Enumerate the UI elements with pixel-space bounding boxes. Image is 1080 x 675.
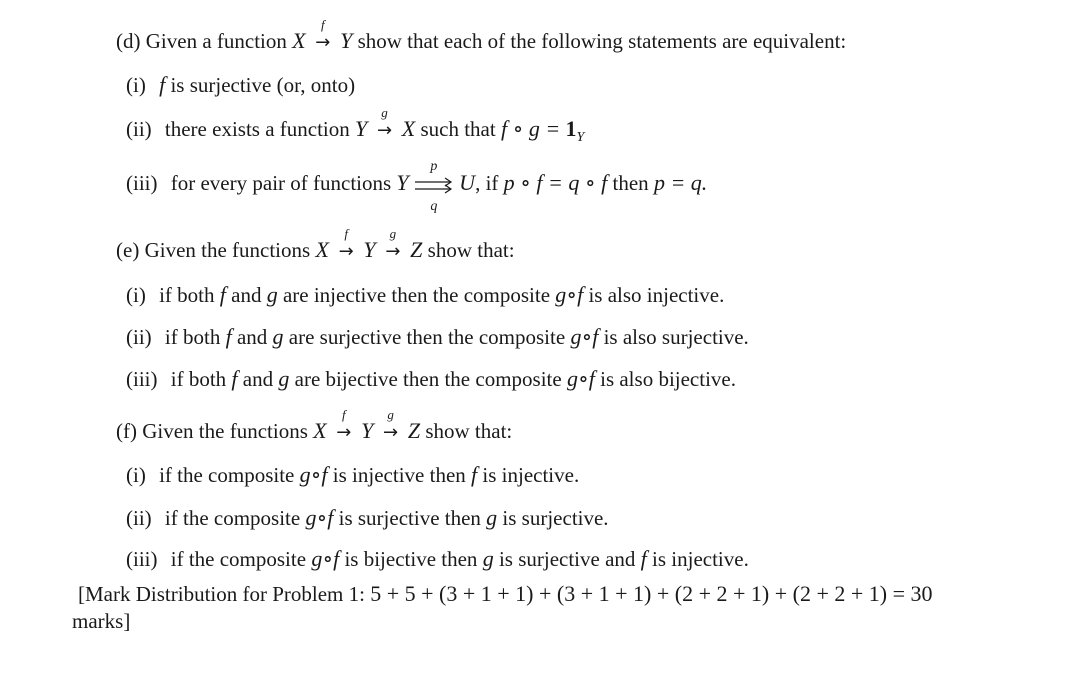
math-equation: f ∘ g = [500, 116, 561, 141]
arrow-g: g → [385, 226, 401, 262]
item-number: (iii) [126, 367, 158, 391]
item-text: is also surjective. [603, 325, 749, 349]
item-text: if the composite [170, 547, 307, 571]
part-e-item-iii [126, 367, 736, 391]
math-f: f [225, 324, 232, 349]
part-d-outro: show that each of the following statements are equivalent: [357, 29, 847, 53]
item-text: is also bijective. [600, 367, 736, 391]
arrow-f: f → [336, 407, 352, 443]
item-number: (iii) [126, 171, 158, 195]
item-text: if the composite [159, 463, 295, 487]
math-composite: g∘f [570, 324, 599, 349]
math-Y: Y [363, 237, 376, 262]
item-text: is injective. [652, 547, 749, 571]
part-f-item-i [126, 463, 579, 487]
math-g: g [272, 324, 284, 349]
item-text: is surjective then [338, 506, 481, 530]
item-number: (ii) [126, 506, 152, 530]
math-Z: Z [410, 237, 423, 262]
item-number: (i) [126, 463, 146, 487]
math-f: f [159, 72, 166, 97]
part-f-item-ii [126, 506, 609, 530]
arrow-label-q: q [430, 199, 438, 215]
mark-distribution-formula: 5 + 5 + (3 + 1 + 1) + (3 + 1 + 1) + (2 + 2 + 1) + (2 + 2 + 1) = 30 [370, 581, 933, 606]
item-number: (ii) [126, 325, 152, 349]
item-text: is surjective and [498, 547, 636, 571]
math-equation: p = q. [653, 170, 708, 195]
item-text: such that [420, 117, 496, 141]
item-text: if both [159, 283, 215, 307]
item-text: is bijective then [344, 547, 478, 571]
part-f-outro: show that: [425, 419, 513, 443]
math-composite: g∘f [305, 505, 334, 530]
math-Z: Z [407, 418, 421, 443]
item-number: (i) [126, 283, 146, 307]
part-f-intro: Given the functions [142, 419, 308, 443]
item-text: are surjective then the composite [288, 325, 566, 349]
item-text: for every pair of functions [170, 171, 392, 195]
item-text: if both [170, 367, 227, 391]
arrow-f: f → [338, 226, 354, 262]
mark-distribution-suffix: marks] [72, 609, 131, 633]
double-arrow-icon [414, 175, 454, 195]
math-f: f [231, 366, 238, 391]
item-number: (i) [126, 73, 146, 97]
item-text: then [612, 171, 649, 195]
part-f-heading [116, 407, 513, 445]
math-composite: g∘f [311, 546, 340, 571]
item-text: is also injective. [588, 283, 725, 307]
math-Y: Y [340, 28, 353, 53]
part-d-item-iii [126, 159, 708, 215]
item-text: there exists a function [164, 117, 350, 141]
math-identity: 1 [565, 116, 577, 141]
part-d-intro: Given a function [145, 29, 287, 53]
item-text: if the composite [164, 506, 301, 530]
part-f-item-iii [126, 547, 749, 571]
math-subscript: Y [576, 130, 585, 145]
math-equation: p ∘ f = q ∘ f [503, 170, 608, 195]
math-f: f [471, 462, 478, 487]
item-number: (iii) [126, 547, 158, 571]
part-d-item-i [126, 73, 355, 97]
item-text: and [242, 367, 274, 391]
math-composite: g∘f [555, 282, 584, 307]
math-X: X [292, 28, 306, 53]
item-text: and [236, 325, 268, 349]
arrow-g: g → [376, 105, 393, 141]
math-X: X [315, 237, 329, 262]
math-g: g [278, 366, 290, 391]
part-e-heading [116, 226, 515, 264]
math-f: f [219, 282, 226, 307]
item-number: (ii) [126, 117, 152, 141]
item-text: is surjective (or, onto) [170, 73, 356, 97]
part-d-item-ii [126, 105, 585, 145]
math-Y: Y [355, 116, 368, 141]
math-g: g [482, 546, 494, 571]
math-f: f [640, 546, 647, 571]
item-text: and [231, 283, 262, 307]
part-f-label: (f) [116, 419, 137, 443]
math-g: g [266, 282, 278, 307]
item-text: are bijective then the composite [294, 367, 562, 391]
arrow-label-p: p [430, 159, 438, 175]
part-e-label: (e) [116, 238, 140, 262]
math-g: g [486, 505, 498, 530]
mark-distribution-end [72, 609, 130, 633]
math-X: X [401, 116, 416, 141]
mark-distribution [78, 582, 933, 606]
part-d-label: (d) [116, 29, 141, 53]
mark-distribution-label: [Mark Distribution for Problem 1: [78, 582, 365, 606]
part-e-intro: Given the functions [144, 238, 311, 262]
arrow-g: g → [383, 407, 399, 443]
part-e-item-i [126, 283, 724, 307]
part-d-heading [116, 17, 847, 55]
item-text: are injective then the composite [282, 283, 551, 307]
part-e-item-ii [126, 325, 749, 349]
item-text: is injective. [482, 463, 580, 487]
math-Y: Y [396, 170, 409, 195]
item-text: is surjective. [502, 506, 609, 530]
parallel-arrows [414, 159, 454, 215]
math-composite: g∘f [299, 462, 328, 487]
part-e-outro: show that: [427, 238, 515, 262]
math-Y: Y [361, 418, 374, 443]
item-text: if both [164, 325, 221, 349]
math-X: X [313, 418, 327, 443]
math-U: U [459, 170, 476, 195]
math-composite: g∘f [566, 366, 595, 391]
item-text: is injective then [332, 463, 466, 487]
item-text: , if [475, 171, 499, 195]
arrow-f: f → [315, 17, 331, 53]
